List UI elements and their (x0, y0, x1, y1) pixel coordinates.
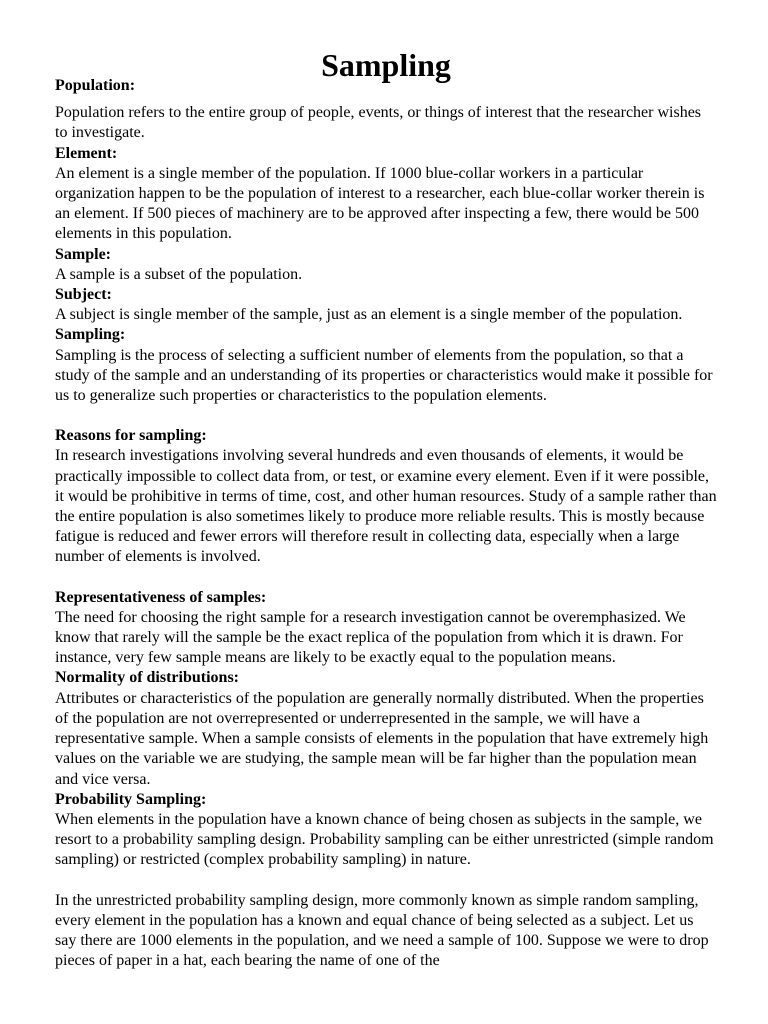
paragraph-probability: When elements in the population have a known chance of being chosen as subjects in the sample, we resort to a probability sampling design. Probability sampling can be either unrestricted (simple random sampling) or restricted (complex probability sampling) in nature. (55, 810, 714, 869)
paragraph-sample: A sample is a subset of the population. (55, 265, 303, 283)
paragraph-sampling: Sampling is the process of selecting a sufficient number of elements from the population, so that a study of the sample and an understanding of its properties or characteristics would make it possible for us to generalize such properties or characteristics to the population elements. (55, 346, 713, 405)
heading-sample: Sample: (55, 245, 111, 263)
heading-probability: Probability Sampling: (55, 790, 207, 808)
heading-population: Population: (55, 77, 136, 94)
heading-representativeness: Representativeness of samples: (55, 588, 267, 606)
paragraph-reasons: In research investigations involving several hundreds and even thousands of elements, it would be practically impossible to collect data from, or test, or examine every element. Even if it were possible, it would be prohibitive in terms of time, cost, and other human resources. Study of a sample rather than the entire population is also sometimes likely to produce more reliable results. This is mostly because fatigue is reduced and fewer errors will therefore result in collecting data, especially when a large number of elements is involved. (55, 447, 717, 566)
paragraph-element: An element is a single member of the population. If 1000 blue-collar workers in a particular organization happen to be the population of interest to a researcher, each blue-collar worker therein is an element. If 500 pieces of machinery are to be approved after inspecting a few, there would be 500 elements in this population. (55, 164, 705, 243)
paragraph-subject: A subject is single member of the sample, just as an element is a single member of the population. (55, 306, 683, 324)
document-body (55, 47, 717, 971)
heading-normality: Normality of distributions: (55, 669, 239, 687)
heading-element: Element: (55, 144, 118, 162)
heading-sampling: Sampling: (55, 326, 126, 344)
heading-reasons: Reasons for sampling: (55, 427, 207, 445)
paragraph-population: Population refers to the entire group of people, events, or things of interest that the researcher wishes to investigate. (55, 104, 702, 142)
paragraph-normality: Attributes or characteristics of the population are generally normally distributed. When the properties of the population are not overrepresented or underrepresented in the sample, we will have a representative sample. When a sample consists of elements in the population that have extremely high values on the variable we are studying, the sample mean will be far higher than the population mean and vice versa. (55, 689, 709, 788)
page-title: Sampling (321, 47, 451, 83)
paragraph-representativeness: The need for choosing the right sample for a research investigation cannot be overemphasized. We know that rarely will the sample be the exact replica of the population from which it is drawn. For instance, very few sample means are likely to be exactly equal to the population means. (55, 608, 686, 667)
paragraph-simple-random: In the unrestricted probability sampling design, more commonly known as simple random sampling, every element in the population has a known and equal chance of being selected as a subject. Let us say there are 1000 elements in the population, and we need a sample of 100. Suppose we were to drop pieces of paper in a hat, each bearing the name of one of the (55, 891, 709, 970)
heading-subject: Subject: (55, 286, 112, 304)
